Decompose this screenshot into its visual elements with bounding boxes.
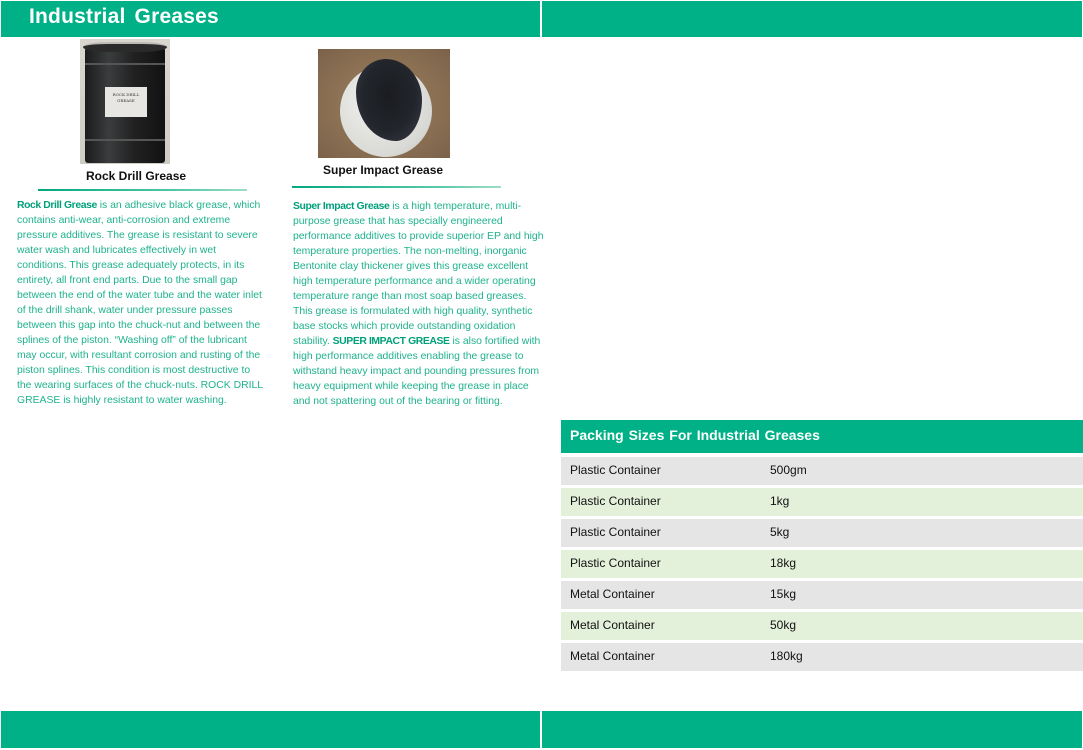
size-cell: 180kg	[770, 649, 803, 663]
rock-drill-grease-description	[17, 198, 267, 408]
table-row	[561, 550, 1083, 578]
rock-drill-grease-image	[80, 39, 170, 164]
size-cell: 5kg	[770, 525, 790, 539]
packing-sizes-table	[561, 420, 1083, 674]
rock-drill-grease-caption: Rock Drill Grease	[86, 169, 187, 183]
table-row	[561, 519, 1083, 547]
description-tail: is also fortified with high performance additives enabling the grease to withstand heavy impact and pounding pressures from heavy equipment while keeping the grease in place and not spattering out of the bearing or fitting.	[293, 336, 541, 407]
container-cell: Plastic Container	[570, 494, 661, 508]
super-impact-grease-description	[293, 199, 545, 409]
container-cell: Metal Container	[570, 649, 655, 663]
divider	[38, 189, 247, 191]
grease-can-band	[85, 63, 165, 65]
product-name-emphasis: SUPER IMPACT GREASE	[332, 336, 450, 347]
footer-bar-left	[1, 711, 540, 748]
table-row	[561, 581, 1083, 609]
container-cell: Plastic Container	[570, 463, 661, 477]
page-title: Industrial Greases	[29, 5, 219, 28]
table-row	[561, 488, 1083, 516]
container-cell: Metal Container	[570, 618, 655, 632]
super-impact-grease-image	[318, 49, 450, 158]
grease-can-band	[85, 139, 165, 141]
divider	[292, 186, 501, 188]
container-cell: Plastic Container	[570, 525, 661, 539]
product-name-lead: Rock Drill Grease	[17, 200, 97, 211]
table-row	[561, 457, 1083, 485]
description-body: is a high temperature, multi-purpose grease that has specially engineered performance additives to provide superior EP and high temperature properties. The non-melting, inorganic Bentonite clay thickener gives this grease excellent high temperature performance and a wider operating temperature range than most soap based greases. This grease is formulated with high quality, synthetic base stocks which provide outstanding oxidation stability.	[293, 201, 544, 347]
product-name-lead: Super Impact Grease	[293, 201, 390, 212]
size-cell: 1kg	[770, 494, 790, 508]
header-bar-right	[542, 1, 1082, 37]
size-cell: 500gm	[770, 463, 807, 477]
super-impact-grease-caption: Super Impact Grease	[323, 163, 444, 177]
footer-bar-right	[542, 711, 1082, 748]
header-bar-left	[1, 1, 540, 37]
table-row	[561, 643, 1083, 671]
container-cell: Metal Container	[570, 587, 655, 601]
table-row	[561, 612, 1083, 640]
size-cell: 15kg	[770, 587, 797, 601]
container-cell: Plastic Container	[570, 556, 661, 570]
size-cell: 18kg	[770, 556, 797, 570]
description-body: is an adhesive black grease, which contains anti-wear, anti-corrosion and extreme pressure additives. The grease is resistant to severe water wash and lubricates effectively in wet conditions. This grease adequately protects, in its entirety, all front end parts. Due to the small gap between the end of the water tube and the water inlet of the drill shank, water under pressure passes between this gap into the chuck-nut and between the splines of the piston. “Washing off” of the lubricant may occur, with resultant corrosion and rusting of the piston splines. This condition is most destructive to the wearing surfaces of the chuck-nuts. ROCK DRILL GREASE is highly resistant to water washing.	[17, 200, 263, 406]
grease-can-rim	[83, 42, 167, 52]
packing-table-title: Packing Sizes For Industrial Greases	[561, 420, 1083, 453]
size-cell: 50kg	[770, 618, 797, 632]
grease-can-label: ROCK DRILL GREASE	[105, 87, 147, 117]
